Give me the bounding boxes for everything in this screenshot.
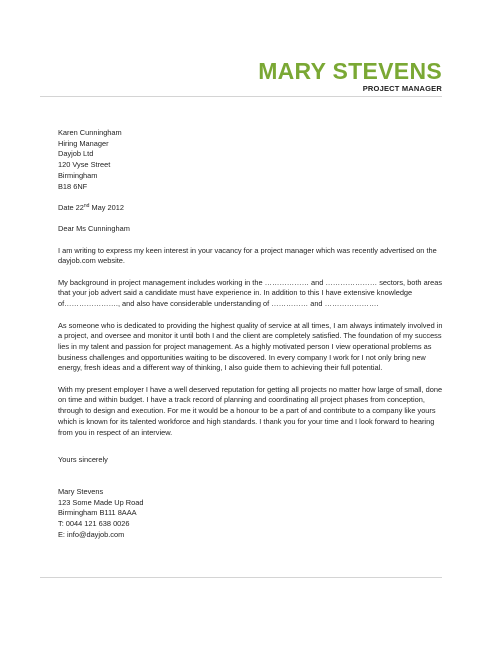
recipient-name: Karen Cunningham bbox=[58, 128, 122, 137]
signature-street: 123 Some Made Up Road bbox=[58, 497, 144, 507]
recipient-city: Birmingham bbox=[58, 170, 98, 180]
paragraph-dedication: As someone who is dedicated to providing the highest quality of service at all times, I am always intimately involved in a project, and oversee and monitor it until both I and the client are completely satisfied. The foundation of my success lies in my talent and passion for project management. As a highly motivated person I view operational problems as business challenges and opportunities waiting to be discovered. In every company I work for I not only bring new energy, fresh ideas and a different way of thinking, I also guide them to achieving their full potential. bbox=[58, 320, 443, 373]
letter-body bbox=[58, 128, 443, 541]
footer-divider bbox=[40, 577, 442, 578]
recipient-postcode: B18 6NF bbox=[58, 181, 88, 191]
closing: Yours sincerely bbox=[58, 455, 108, 465]
recipient-company: Dayjob Ltd bbox=[58, 149, 94, 159]
paragraph-intro: I am writing to express my keen interest in your vacancy for a project manager which was recently advertised on the dayjob.com website. bbox=[58, 245, 437, 266]
recipient-role: Hiring Manager bbox=[58, 138, 109, 148]
paragraph-reputation: With my present employer I have a well deserved reputation for getting all projects no matter how large of small, done on time and within budget. I have a track record of planning and coordinating all project phases from conception, through to design and execution. For me it would be a honour to be a part of and contribute to a company like yours which is known for its talented workforce and high standards. I thank you for your time and I look forward to hearing from you in respect of an interview. bbox=[58, 384, 443, 437]
signature-city: Birmingham B111 8AAA bbox=[58, 508, 137, 518]
salutation: Dear Ms Cunningham bbox=[58, 224, 130, 234]
recipient-address bbox=[58, 128, 443, 192]
signature-name: Mary Stevens bbox=[58, 487, 104, 496]
header-divider bbox=[40, 96, 442, 97]
applicant-name: MARY STEVENS bbox=[258, 58, 442, 84]
recipient-street: 120 Vyse Street bbox=[58, 160, 111, 170]
signature-email: E: info@dayjob.com bbox=[58, 529, 125, 539]
applicant-title: PROJECT MANAGER bbox=[362, 84, 442, 93]
paragraph-background: My background in project management includes working in the ……………… and ………………… sectors, both areas that your job advert said a candidate must have experience in. In addition to this I have extensive knowledge of…………………., and also have considerable understanding of …………… and …………………. bbox=[58, 277, 443, 309]
signature-block bbox=[58, 487, 443, 541]
letterhead bbox=[258, 58, 442, 93]
letter-date: Date 22nd May 2012 bbox=[58, 202, 124, 212]
signature-phone: T: 0044 121 638 0026 bbox=[58, 519, 130, 529]
